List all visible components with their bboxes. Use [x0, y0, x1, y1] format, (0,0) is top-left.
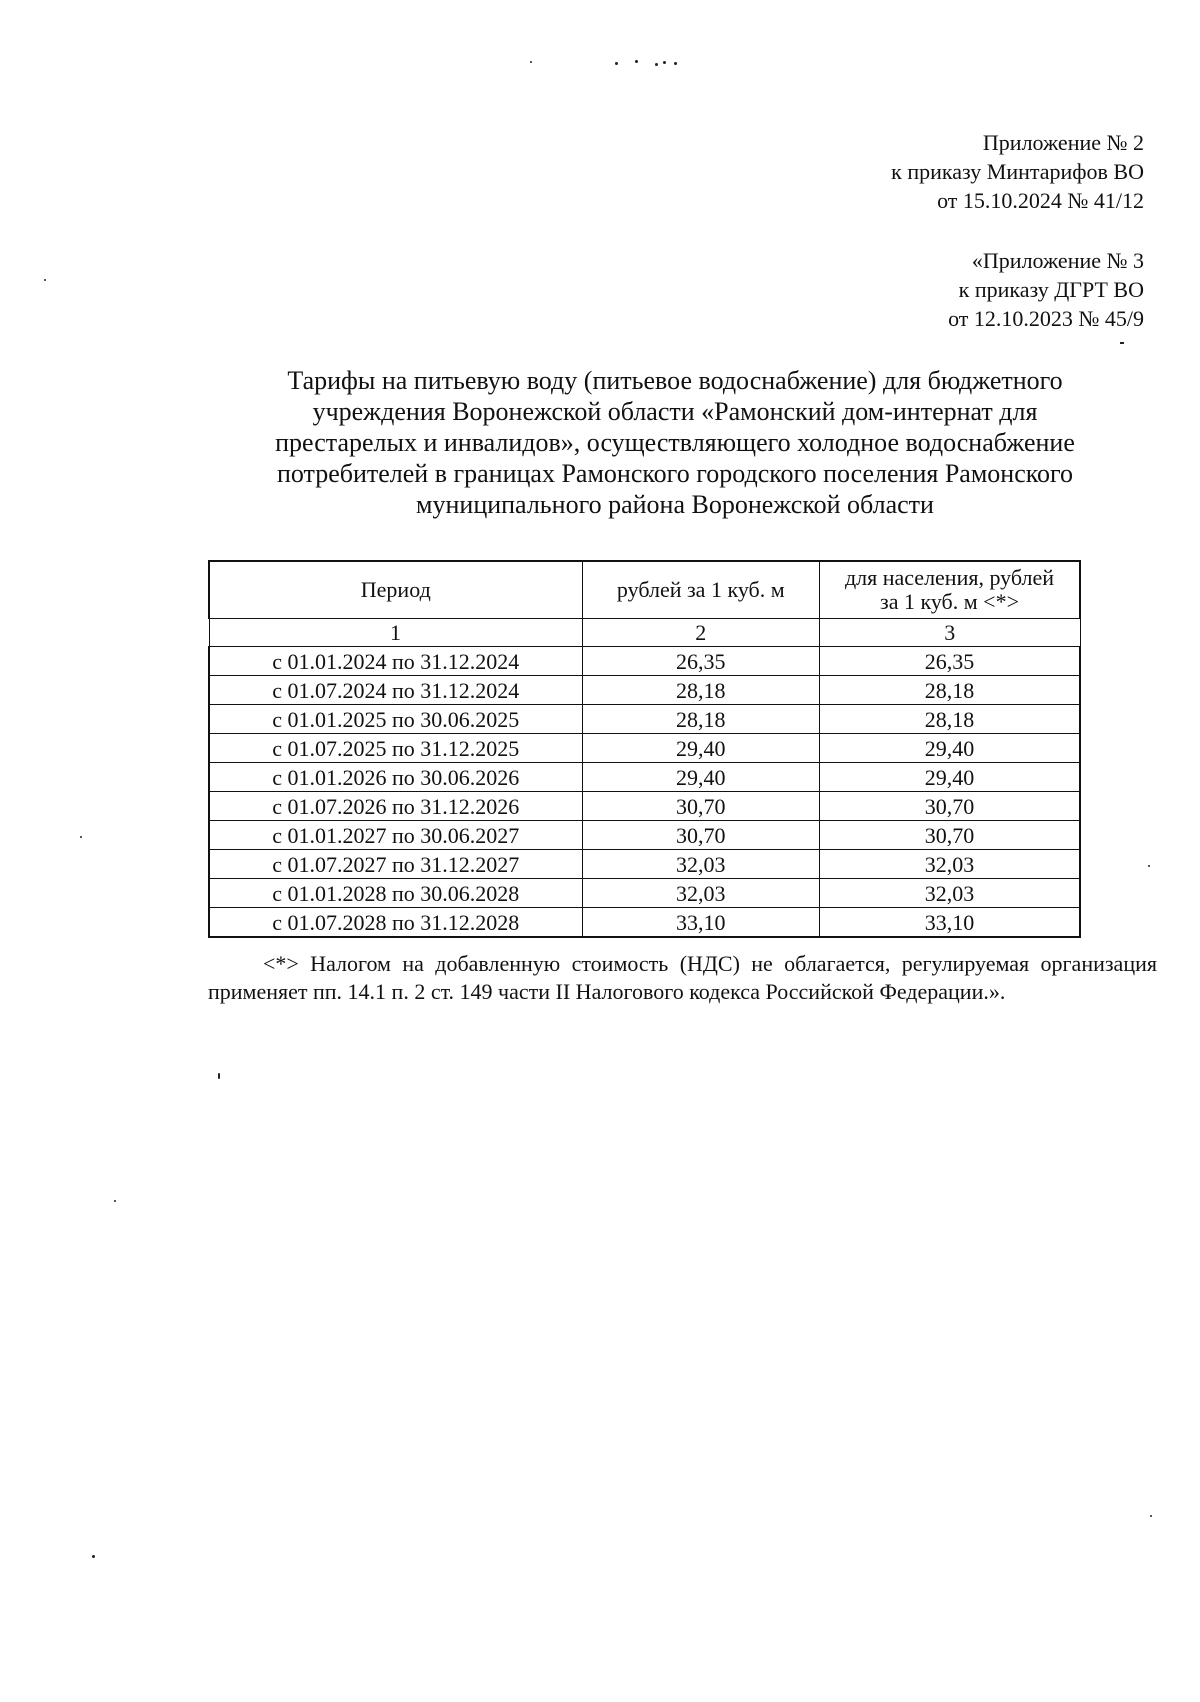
- cell-period: с 01.07.2027 по 31.12.2027: [209, 850, 582, 879]
- cell-population: 26,35: [820, 647, 1081, 676]
- cell-rub-per-m3: 28,18: [582, 705, 819, 734]
- document-title: [220, 365, 1130, 520]
- appendix-reference: [891, 128, 1144, 215]
- cell-rub-per-m3: 32,03: [582, 850, 819, 879]
- table-row: [209, 705, 1080, 734]
- cell-rub-per-m3: 30,70: [582, 792, 819, 821]
- cell-population: 30,70: [820, 821, 1081, 850]
- header-rub-per-m3: рублей за 1 куб. м: [582, 561, 819, 619]
- cell-rub-per-m3: 33,10: [582, 908, 819, 938]
- scan-speck: [1148, 865, 1150, 867]
- table-row: [209, 908, 1080, 938]
- cell-population: 29,40: [820, 763, 1081, 792]
- table-row: [209, 879, 1080, 908]
- cell-period: с 01.01.2028 по 30.06.2028: [209, 879, 582, 908]
- cell-period: с 01.07.2025 по 31.12.2025: [209, 734, 582, 763]
- cell-rub-per-m3: 30,70: [582, 821, 819, 850]
- tariff-table: [208, 560, 1081, 938]
- title-line: муниципального района Воронежской области: [416, 490, 934, 519]
- scan-speck: [44, 279, 46, 281]
- title-line: престарелых и инвалидов», осуществляющего холодное водоснабжение: [275, 428, 1075, 457]
- header-population-line: за 1 куб. м <*>: [880, 589, 1019, 614]
- scan-speck: [1120, 342, 1124, 344]
- scan-speck: [218, 1073, 220, 1079]
- column-number-row: [209, 619, 1080, 647]
- cell-population: 32,03: [820, 879, 1081, 908]
- table-row: [209, 792, 1080, 821]
- header-population: [820, 561, 1081, 619]
- scan-speck: [663, 61, 666, 64]
- cell-population: 30,70: [820, 792, 1081, 821]
- cell-period: с 01.01.2024 по 31.12.2024: [209, 647, 582, 676]
- title-line: потребителей в границах Рамонского городского поселения Рамонского: [276, 459, 1074, 488]
- cell-period: с 01.01.2025 по 30.06.2025: [209, 705, 582, 734]
- previous-appendix-number: «Приложение № 3: [971, 248, 1144, 273]
- cell-period: с 01.07.2026 по 31.12.2026: [209, 792, 582, 821]
- scan-speck: [1150, 1515, 1152, 1517]
- cell-population: 32,03: [820, 850, 1081, 879]
- cell-rub-per-m3: 29,40: [582, 734, 819, 763]
- cell-population: 33,10: [820, 908, 1081, 938]
- table-row: [209, 676, 1080, 705]
- column-number: 2: [582, 619, 819, 647]
- appendix-number: Приложение № 2: [982, 130, 1144, 155]
- cell-period: с 01.01.2026 по 30.06.2026: [209, 763, 582, 792]
- previous-appendix-order-date: от 12.10.2023 № 45/9: [948, 306, 1144, 331]
- scan-speck: [655, 63, 658, 66]
- cell-period: с 01.07.2024 по 31.12.2024: [209, 676, 582, 705]
- scan-speck: [615, 62, 618, 65]
- cell-population: 28,18: [820, 676, 1081, 705]
- table-row: [209, 850, 1080, 879]
- scan-speck: [674, 62, 677, 65]
- previous-appendix-order-ref: к приказу ДГРТ ВО: [958, 277, 1144, 302]
- previous-appendix-reference: [948, 246, 1144, 333]
- cell-rub-per-m3: 28,18: [582, 676, 819, 705]
- header-population-line: для населения, рублей: [844, 565, 1055, 590]
- table-header-row: [209, 561, 1080, 619]
- table-row: [209, 763, 1080, 792]
- table-row: [209, 821, 1080, 850]
- footnote: <*> Налогом на добавленную стоимость (НДС) не облагается, регулируемая организация применяет пп. 14.1 п. 2 ст. 149 части II Налогового кодекса Российской Федерации.».: [208, 951, 1157, 1004]
- cell-period: с 01.01.2027 по 30.06.2027: [209, 821, 582, 850]
- table-row: [209, 734, 1080, 763]
- cell-rub-per-m3: 26,35: [582, 647, 819, 676]
- cell-rub-per-m3: 29,40: [582, 763, 819, 792]
- scan-speck: [92, 1555, 95, 1558]
- column-number: 1: [209, 619, 582, 647]
- header-period: Период: [209, 561, 582, 619]
- appendix-order-ref: к приказу Минтарифов ВО: [891, 159, 1144, 184]
- scan-speck: [114, 1200, 116, 1202]
- table-body: [209, 647, 1080, 938]
- column-number: 3: [820, 619, 1081, 647]
- cell-rub-per-m3: 32,03: [582, 879, 819, 908]
- cell-period: с 01.07.2028 по 31.12.2028: [209, 908, 582, 938]
- title-line: Тарифы на питьевую воду (питьевое водоснабжение) для бюджетного: [287, 366, 1063, 395]
- scan-speck: [530, 61, 532, 63]
- title-line: учреждения Воронежской области «Рамонский дом-интернат для: [312, 397, 1038, 426]
- appendix-order-date: от 15.10.2024 № 41/12: [937, 188, 1144, 213]
- table-row: [209, 647, 1080, 676]
- cell-population: 29,40: [820, 734, 1081, 763]
- scan-speck: [80, 836, 82, 838]
- scan-speck: [635, 60, 638, 63]
- cell-population: 28,18: [820, 705, 1081, 734]
